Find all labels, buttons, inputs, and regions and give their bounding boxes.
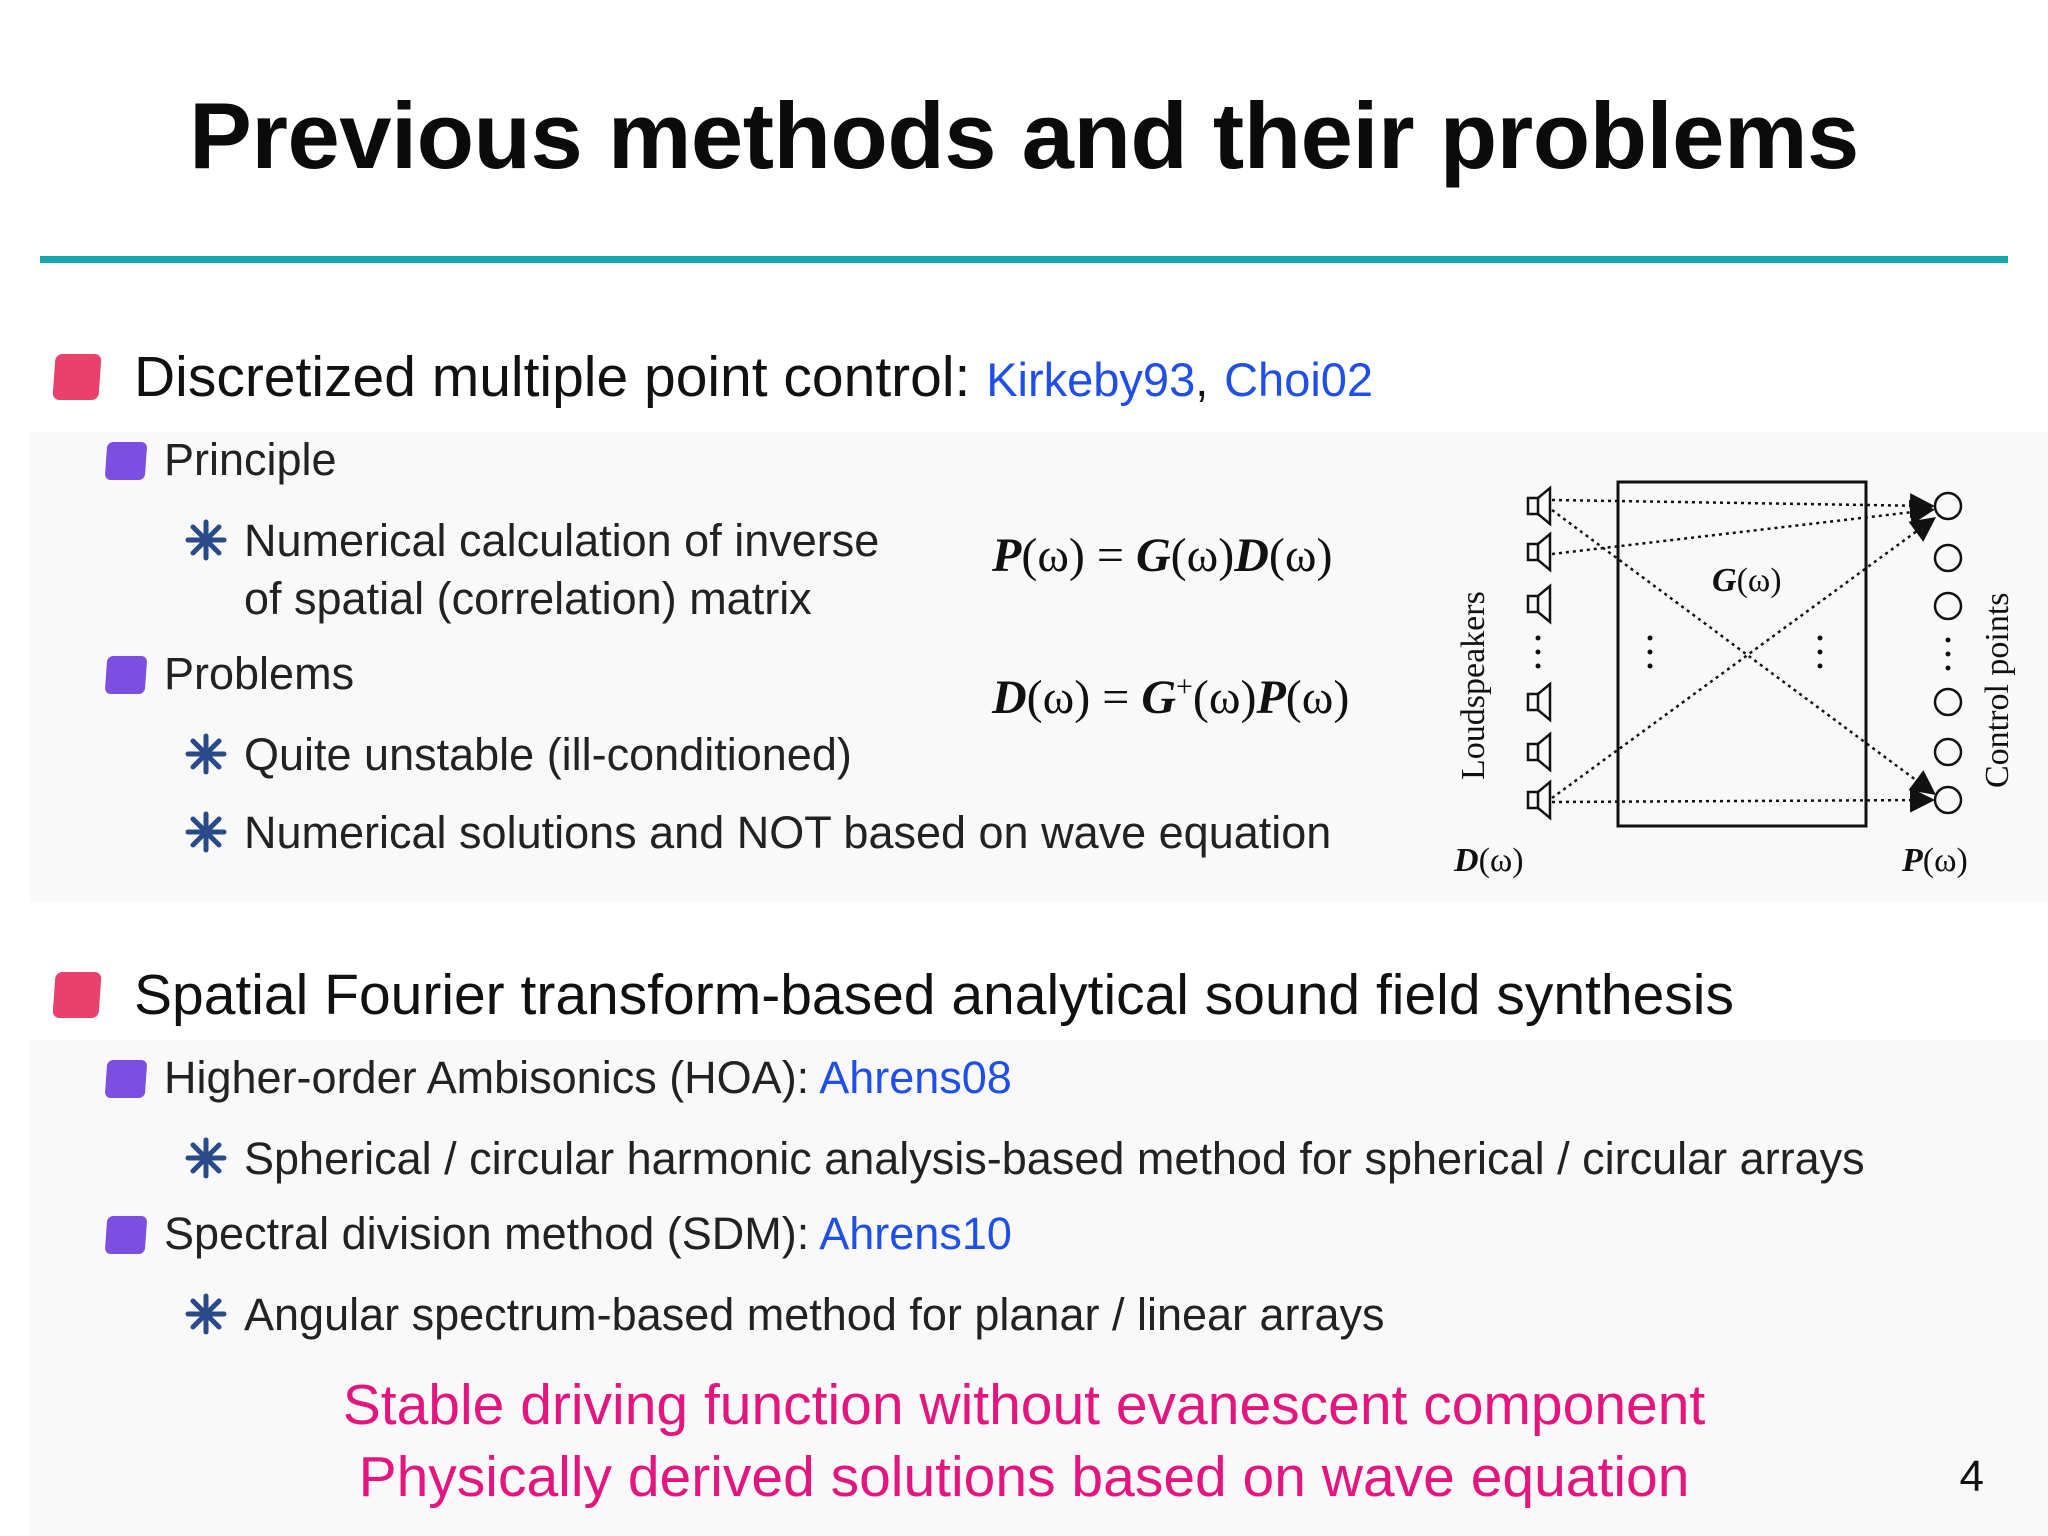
control-points-axis-label: Control points <box>1979 592 2016 788</box>
hoa-line <box>164 1052 1012 1104</box>
asterisk-star-icon <box>184 518 228 562</box>
matrix-label: G(ω) <box>1712 562 1782 599</box>
transfer-matrix-box <box>1618 482 1866 826</box>
ref-link-choi02[interactable]: Choi02 <box>1224 353 1374 406</box>
loudspeakers-axis-label: Loudspeakers <box>1455 591 1492 780</box>
ref-link-kirkeby93[interactable]: Kirkeby93 <box>986 353 1196 406</box>
level1-bullet-icon <box>52 972 101 1018</box>
slide-title: Previous methods and their problems <box>189 83 1859 188</box>
hoa-label: Higher-order Ambisonics (HOA): <box>164 1052 820 1103</box>
asterisk-star-icon <box>184 1136 228 1180</box>
problem-point-1: Quite unstable (ill-conditioned) <box>244 729 852 780</box>
sdm-line <box>164 1208 1012 1260</box>
sdm-point: Angular spectrum-based method for planar / linear arrays <box>244 1289 1385 1340</box>
hoa-point: Spherical / circular harmonic analysis-based method for spherical / circular arrays <box>244 1133 1865 1184</box>
ref-link-ahrens10[interactable]: Ahrens10 <box>819 1208 1012 1259</box>
problem-point-2: Numerical solutions and NOT based on wave equation <box>244 807 1332 858</box>
ref-link-ahrens08[interactable]: Ahrens08 <box>819 1052 1012 1103</box>
sdm-label: Spectral division method (SDM): <box>164 1208 820 1259</box>
ref-separator: , <box>1195 353 1209 406</box>
asterisk-star-icon <box>184 810 228 854</box>
conclusion-line-2: Physically derived solutions based on wave equation <box>358 1445 1690 1509</box>
level2-bullet-icon <box>105 656 148 694</box>
conclusion-line-1: Stable driving function without evanescent component <box>342 1373 1706 1437</box>
asterisk-star-icon <box>184 732 228 776</box>
level2-bullet-icon <box>105 1216 148 1254</box>
problems-label: Problems <box>164 648 355 699</box>
page-number: 4 <box>1959 1452 1984 1501</box>
level2-bullet-icon <box>105 1060 148 1098</box>
driving-function-label: D(ω) <box>1454 842 1524 879</box>
level1-bullet-icon <box>52 354 101 400</box>
section2-heading: Spatial Fourier transform-based analytical sound field synthesis <box>134 963 1734 1027</box>
section1-heading-line <box>134 344 1373 410</box>
asterisk-star-icon <box>184 1292 228 1336</box>
principle-point-line1: Numerical calculation of inverse <box>244 515 880 566</box>
equation-1: P(ω) = G(ω)D(ω) <box>992 529 1333 582</box>
level2-bullet-icon <box>105 442 148 480</box>
loudspeaker-control-point-diagram <box>1440 470 2020 890</box>
principle-label: Principle <box>164 434 337 485</box>
principle-point-line2: of spatial (correlation) matrix <box>244 573 812 624</box>
title-underline <box>40 256 2008 263</box>
equation-2: D(ω) = G+(ω)P(ω) <box>992 670 1350 724</box>
pressure-label: P(ω) <box>1902 842 1968 879</box>
section1-heading: Discretized multiple point control: <box>134 345 971 409</box>
